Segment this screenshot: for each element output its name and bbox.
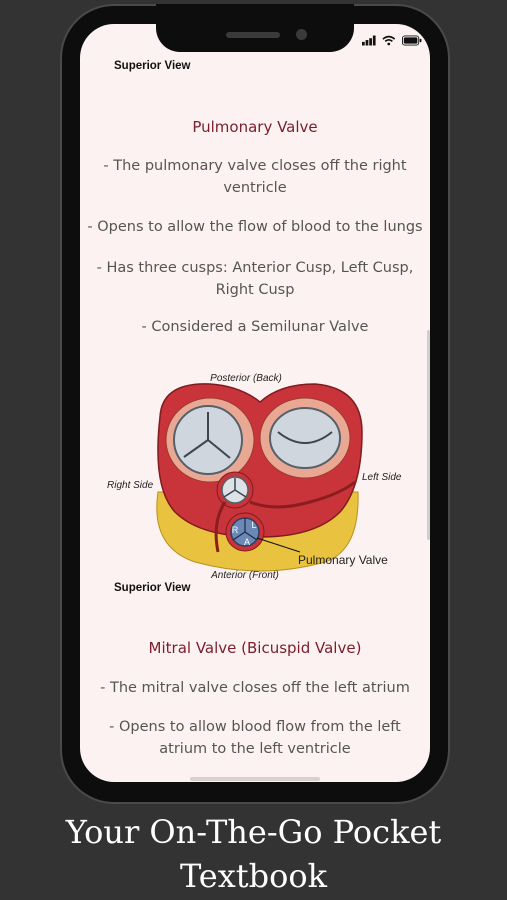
signal-icon [362,35,376,46]
top-caption: Superior View [114,60,191,72]
home-indicator[interactable] [190,777,320,781]
heart-valves-diagram [100,362,420,592]
battery-icon [402,35,422,46]
tagline-line-2: Textbook [179,857,328,895]
left-side-label: Left Side [362,472,402,483]
diagram-caption: Superior View [114,582,191,594]
scrollbar[interactable] [427,330,430,540]
pulmonary-bullet-4: - Considered a Semilunar Valve [141,319,369,335]
right-side-label: Right Side [107,480,154,491]
mitral-bullet-1: - The mitral valve closes off the left atrium [100,680,410,696]
wifi-icon [382,35,396,46]
tagline-line-1: Your On-The-Go Pocket [65,813,442,851]
phone-notch [156,4,354,52]
pulmonary-bullet-3: - Has three cusps: Anterior Cusp, Left Cusp, Right Cusp [96,260,414,298]
camera-icon [296,29,307,40]
tagline [0,810,507,898]
cusp-r-label: R [231,525,239,535]
pulmonary-valve-callout: Pulmonary Valve [298,553,388,567]
speaker-grille [226,32,280,38]
status-bar [362,32,422,48]
pulmonary-bullet-1: - The pulmonary valve closes off the right ventricle [103,158,407,196]
mitral-valve-title: Mitral Valve (Bicuspid Valve) [148,639,362,657]
cusp-a-label: A [243,537,251,547]
pulmonary-valve-title: Pulmonary Valve [192,118,318,136]
posterior-label: Posterior (Back) [210,373,282,384]
cusp-l-label: L [251,520,257,530]
pulmonary-bullet-2: - Opens to allow the flow of blood to the lungs [87,219,423,235]
mitral-valve [270,408,340,468]
anterior-label: Anterior (Front) [211,570,279,581]
mitral-bullet-2: - Opens to allow blood flow from the left atrium to the left ventricle [109,719,401,757]
